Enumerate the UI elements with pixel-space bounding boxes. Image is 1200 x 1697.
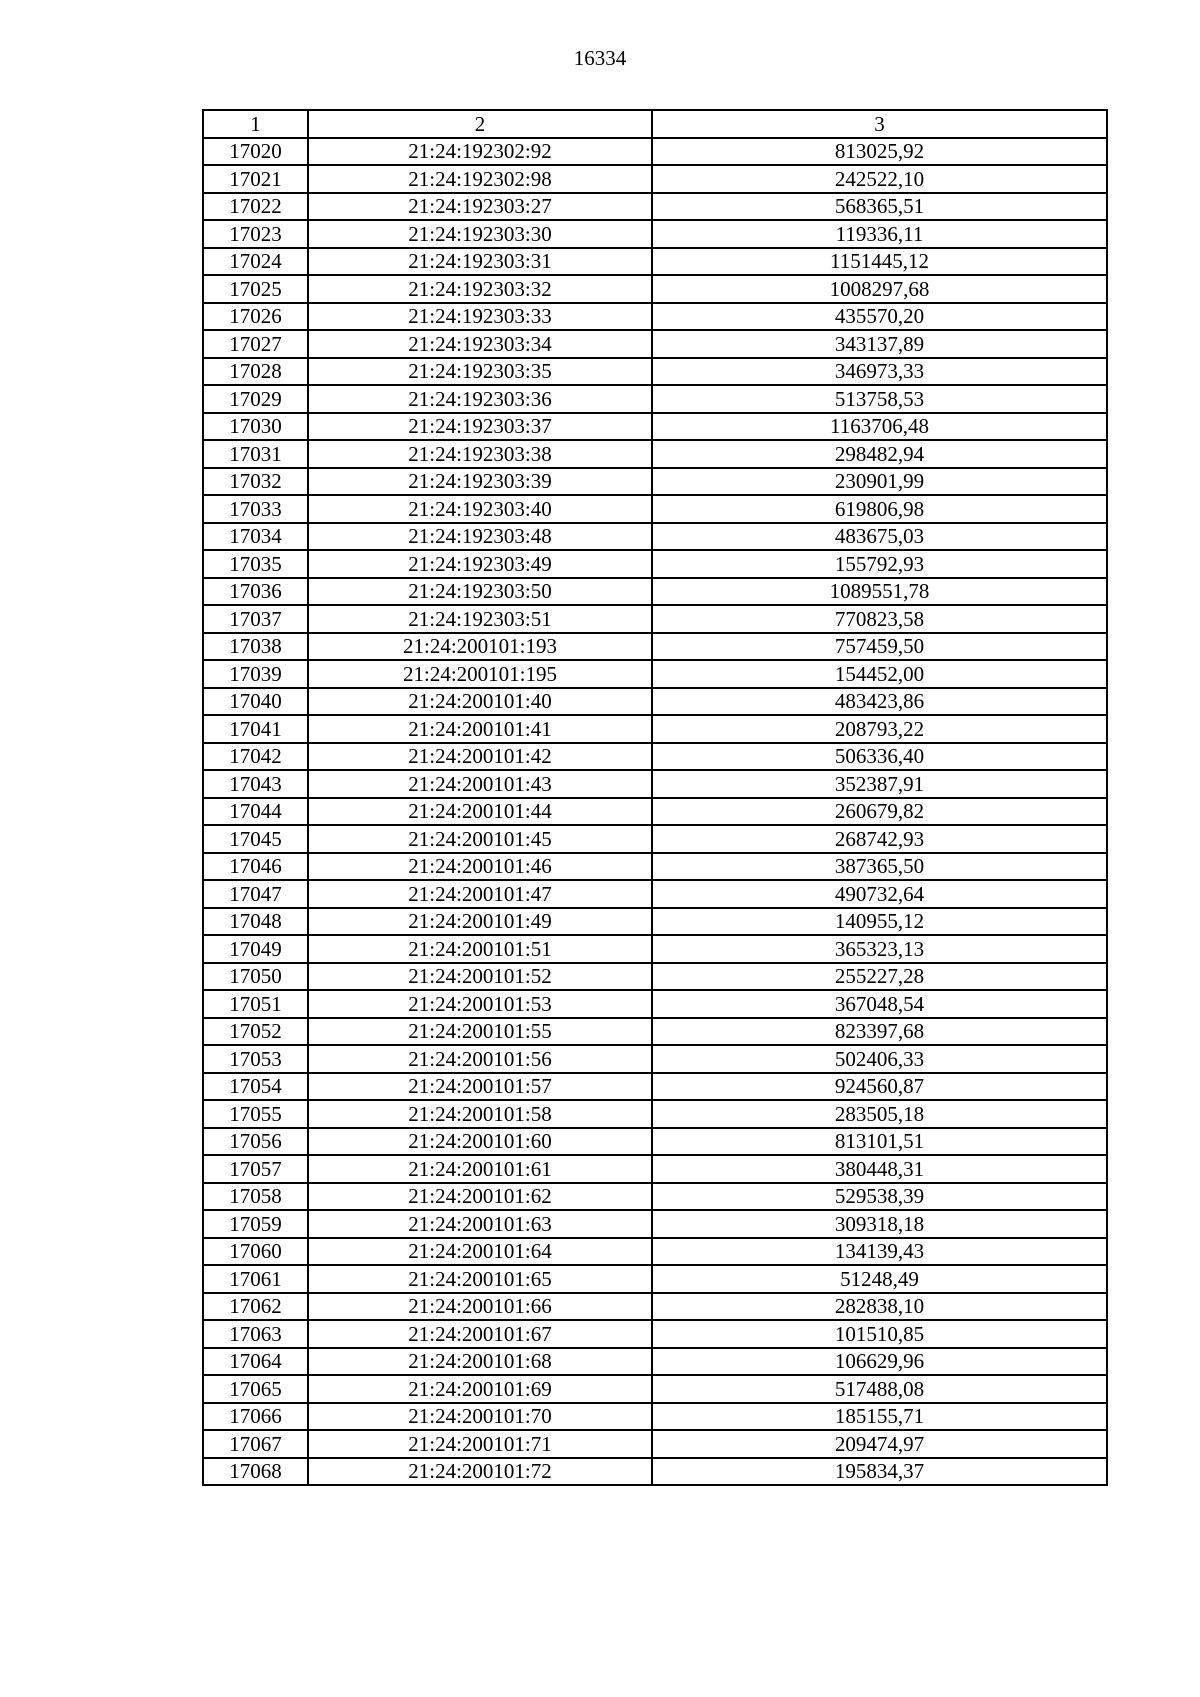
row-number-cell: 17046 <box>203 853 308 881</box>
value-cell: 380448,31 <box>652 1155 1107 1183</box>
table-row <box>203 1073 1107 1101</box>
cadastral-number-cell: 21:24:192302:98 <box>308 165 652 193</box>
cadastral-number-cell: 21:24:192303:30 <box>308 220 652 248</box>
table-row <box>203 1430 1107 1458</box>
row-number-cell: 17061 <box>203 1265 308 1293</box>
value-cell: 209474,97 <box>652 1430 1107 1458</box>
cadastral-number-cell: 21:24:200101:46 <box>308 853 652 881</box>
cadastral-number-cell: 21:24:200101:193 <box>308 633 652 661</box>
table-row <box>203 963 1107 991</box>
row-number-cell: 17040 <box>203 688 308 716</box>
row-number-cell: 17037 <box>203 605 308 633</box>
table-row <box>203 1183 1107 1211</box>
cadastral-number-cell: 21:24:200101:55 <box>308 1018 652 1046</box>
table-row <box>203 605 1107 633</box>
value-cell: 813101,51 <box>652 1128 1107 1156</box>
data-table <box>202 109 1108 1486</box>
row-number-cell: 17028 <box>203 358 308 386</box>
row-number-cell: 17031 <box>203 440 308 468</box>
row-number-cell: 17044 <box>203 798 308 826</box>
cadastral-number-cell: 21:24:192303:35 <box>308 358 652 386</box>
cadastral-number-cell: 21:24:200101:44 <box>308 798 652 826</box>
value-cell: 483423,86 <box>652 688 1107 716</box>
value-cell: 483675,03 <box>652 523 1107 551</box>
value-cell: 140955,12 <box>652 908 1107 936</box>
row-number-cell: 17038 <box>203 633 308 661</box>
table-row <box>203 193 1107 221</box>
table-header <box>203 110 1107 138</box>
table-row <box>203 1458 1107 1486</box>
table-row <box>203 1293 1107 1321</box>
cadastral-number-cell: 21:24:200101:51 <box>308 935 652 963</box>
table-row <box>203 358 1107 386</box>
value-cell: 282838,10 <box>652 1293 1107 1321</box>
row-number-cell: 17059 <box>203 1210 308 1238</box>
row-number-cell: 17064 <box>203 1348 308 1376</box>
header-cell-1: 1 <box>203 110 308 138</box>
row-number-cell: 17049 <box>203 935 308 963</box>
cadastral-number-cell: 21:24:192303:27 <box>308 193 652 221</box>
row-number-cell: 17043 <box>203 770 308 798</box>
cadastral-number-cell: 21:24:192303:38 <box>308 440 652 468</box>
value-cell: 283505,18 <box>652 1100 1107 1128</box>
cadastral-number-cell: 21:24:192303:33 <box>308 303 652 331</box>
table-row <box>203 770 1107 798</box>
row-number-cell: 17067 <box>203 1430 308 1458</box>
table-row <box>203 798 1107 826</box>
value-cell: 352387,91 <box>652 770 1107 798</box>
cadastral-number-cell: 21:24:192303:34 <box>308 330 652 358</box>
row-number-cell: 17022 <box>203 193 308 221</box>
table-row <box>203 550 1107 578</box>
value-cell: 155792,93 <box>652 550 1107 578</box>
value-cell: 134139,43 <box>652 1238 1107 1266</box>
table-row <box>203 825 1107 853</box>
row-number-cell: 17035 <box>203 550 308 578</box>
value-cell: 195834,37 <box>652 1458 1107 1486</box>
table-row <box>203 413 1107 441</box>
header-cell-2: 2 <box>308 110 652 138</box>
cadastral-number-cell: 21:24:200101:57 <box>308 1073 652 1101</box>
row-number-cell: 17063 <box>203 1320 308 1348</box>
table-row <box>203 440 1107 468</box>
table-row <box>203 1403 1107 1431</box>
value-cell: 309318,18 <box>652 1210 1107 1238</box>
table-row <box>203 303 1107 331</box>
cadastral-number-cell: 21:24:200101:64 <box>308 1238 652 1266</box>
value-cell: 101510,85 <box>652 1320 1107 1348</box>
value-cell: 346973,33 <box>652 358 1107 386</box>
value-cell: 513758,53 <box>652 385 1107 413</box>
value-cell: 185155,71 <box>652 1403 1107 1431</box>
row-number-cell: 17056 <box>203 1128 308 1156</box>
row-number-cell: 17068 <box>203 1458 308 1486</box>
table-row <box>203 523 1107 551</box>
value-cell: 242522,10 <box>652 165 1107 193</box>
table-row <box>203 935 1107 963</box>
cadastral-number-cell: 21:24:200101:42 <box>308 743 652 771</box>
row-number-cell: 17020 <box>203 138 308 166</box>
cadastral-number-cell: 21:24:200101:72 <box>308 1458 652 1486</box>
table-row <box>203 330 1107 358</box>
cadastral-number-cell: 21:24:200101:52 <box>308 963 652 991</box>
cadastral-number-cell: 21:24:200101:43 <box>308 770 652 798</box>
table-row <box>203 990 1107 1018</box>
table-row <box>203 1210 1107 1238</box>
row-number-cell: 17039 <box>203 660 308 688</box>
cadastral-number-cell: 21:24:200101:71 <box>308 1430 652 1458</box>
table-row <box>203 1045 1107 1073</box>
table-row <box>203 248 1107 276</box>
value-cell: 813025,92 <box>652 138 1107 166</box>
value-cell: 568365,51 <box>652 193 1107 221</box>
row-number-cell: 17058 <box>203 1183 308 1211</box>
row-number-cell: 17041 <box>203 715 308 743</box>
row-number-cell: 17042 <box>203 743 308 771</box>
table-row <box>203 1155 1107 1183</box>
row-number-cell: 17025 <box>203 275 308 303</box>
value-cell: 490732,64 <box>652 880 1107 908</box>
value-cell: 757459,50 <box>652 633 1107 661</box>
value-cell: 823397,68 <box>652 1018 1107 1046</box>
row-number-cell: 17050 <box>203 963 308 991</box>
value-cell: 502406,33 <box>652 1045 1107 1073</box>
cadastral-number-cell: 21:24:200101:53 <box>308 990 652 1018</box>
value-cell: 1089551,78 <box>652 578 1107 606</box>
cadastral-number-cell: 21:24:200101:63 <box>308 1210 652 1238</box>
table-row <box>203 220 1107 248</box>
cadastral-number-cell: 21:24:192303:48 <box>308 523 652 551</box>
row-number-cell: 17036 <box>203 578 308 606</box>
value-cell: 51248,49 <box>652 1265 1107 1293</box>
value-cell: 208793,22 <box>652 715 1107 743</box>
row-number-cell: 17060 <box>203 1238 308 1266</box>
value-cell: 268742,93 <box>652 825 1107 853</box>
table-row <box>203 1348 1107 1376</box>
table-row <box>203 633 1107 661</box>
row-number-cell: 17066 <box>203 1403 308 1431</box>
cadastral-number-cell: 21:24:192303:31 <box>308 248 652 276</box>
table-row <box>203 1238 1107 1266</box>
row-number-cell: 17054 <box>203 1073 308 1101</box>
row-number-cell: 17052 <box>203 1018 308 1046</box>
row-number-cell: 17032 <box>203 468 308 496</box>
row-number-cell: 17029 <box>203 385 308 413</box>
table-row <box>203 275 1107 303</box>
cadastral-number-cell: 21:24:200101:66 <box>308 1293 652 1321</box>
table-row <box>203 908 1107 936</box>
value-cell: 154452,00 <box>652 660 1107 688</box>
row-number-cell: 17027 <box>203 330 308 358</box>
value-cell: 230901,99 <box>652 468 1107 496</box>
cadastral-number-cell: 21:24:200101:41 <box>308 715 652 743</box>
row-number-cell: 17034 <box>203 523 308 551</box>
cadastral-number-cell: 21:24:200101:58 <box>308 1100 652 1128</box>
table-row <box>203 1128 1107 1156</box>
table-row <box>203 853 1107 881</box>
cadastral-number-cell: 21:24:200101:62 <box>308 1183 652 1211</box>
value-cell: 365323,13 <box>652 935 1107 963</box>
value-cell: 1163706,48 <box>652 413 1107 441</box>
table-row <box>203 880 1107 908</box>
cadastral-number-cell: 21:24:200101:45 <box>308 825 652 853</box>
cadastral-number-cell: 21:24:200101:69 <box>308 1375 652 1403</box>
value-cell: 367048,54 <box>652 990 1107 1018</box>
table-row <box>203 165 1107 193</box>
value-cell: 435570,20 <box>652 303 1107 331</box>
value-cell: 260679,82 <box>652 798 1107 826</box>
table-row <box>203 743 1107 771</box>
header-cell-3: 3 <box>652 110 1107 138</box>
table-row <box>203 578 1107 606</box>
cadastral-number-cell: 21:24:200101:68 <box>308 1348 652 1376</box>
cadastral-number-cell: 21:24:200101:40 <box>308 688 652 716</box>
value-cell: 1151445,12 <box>652 248 1107 276</box>
row-number-cell: 17024 <box>203 248 308 276</box>
table-row <box>203 468 1107 496</box>
row-number-cell: 17023 <box>203 220 308 248</box>
cadastral-number-cell: 21:24:200101:65 <box>308 1265 652 1293</box>
cadastral-number-cell: 21:24:200101:70 <box>308 1403 652 1431</box>
table-row <box>203 495 1107 523</box>
row-number-cell: 17033 <box>203 495 308 523</box>
cadastral-number-cell: 21:24:192303:36 <box>308 385 652 413</box>
cadastral-number-cell: 21:24:192303:40 <box>308 495 652 523</box>
row-number-cell: 17030 <box>203 413 308 441</box>
table-row <box>203 1265 1107 1293</box>
cadastral-number-cell: 21:24:200101:195 <box>308 660 652 688</box>
cadastral-number-cell: 21:24:200101:60 <box>308 1128 652 1156</box>
cadastral-number-cell: 21:24:200101:56 <box>308 1045 652 1073</box>
row-number-cell: 17021 <box>203 165 308 193</box>
value-cell: 517488,08 <box>652 1375 1107 1403</box>
page-number: 16334 <box>573 46 627 70</box>
cadastral-number-cell: 21:24:192303:51 <box>308 605 652 633</box>
table-row <box>203 385 1107 413</box>
cadastral-number-cell: 21:24:192303:37 <box>308 413 652 441</box>
cadastral-number-cell: 21:24:200101:67 <box>308 1320 652 1348</box>
cadastral-number-cell: 21:24:200101:47 <box>308 880 652 908</box>
value-cell: 619806,98 <box>652 495 1107 523</box>
table-row <box>203 138 1107 166</box>
row-number-cell: 17065 <box>203 1375 308 1403</box>
value-cell: 106629,96 <box>652 1348 1107 1376</box>
value-cell: 298482,94 <box>652 440 1107 468</box>
value-cell: 255227,28 <box>652 963 1107 991</box>
row-number-cell: 17053 <box>203 1045 308 1073</box>
header-row <box>203 110 1107 138</box>
cadastral-number-cell: 21:24:200101:61 <box>308 1155 652 1183</box>
row-number-cell: 17045 <box>203 825 308 853</box>
value-cell: 1008297,68 <box>652 275 1107 303</box>
row-number-cell: 17051 <box>203 990 308 1018</box>
row-number-cell: 17055 <box>203 1100 308 1128</box>
table-row <box>203 1375 1107 1403</box>
table-body <box>203 138 1107 1486</box>
row-number-cell: 17026 <box>203 303 308 331</box>
value-cell: 924560,87 <box>652 1073 1107 1101</box>
row-number-cell: 17062 <box>203 1293 308 1321</box>
table-row <box>203 688 1107 716</box>
value-cell: 119336,11 <box>652 220 1107 248</box>
cadastral-number-cell: 21:24:192302:92 <box>308 138 652 166</box>
cadastral-number-cell: 21:24:192303:49 <box>308 550 652 578</box>
table-row <box>203 1320 1107 1348</box>
cadastral-number-cell: 21:24:192303:32 <box>308 275 652 303</box>
value-cell: 387365,50 <box>652 853 1107 881</box>
value-cell: 506336,40 <box>652 743 1107 771</box>
cadastral-number-cell: 21:24:192303:39 <box>308 468 652 496</box>
row-number-cell: 17048 <box>203 908 308 936</box>
table-row <box>203 660 1107 688</box>
cadastral-number-cell: 21:24:192303:50 <box>308 578 652 606</box>
cadastral-number-cell: 21:24:200101:49 <box>308 908 652 936</box>
value-cell: 343137,89 <box>652 330 1107 358</box>
table-row <box>203 715 1107 743</box>
row-number-cell: 17057 <box>203 1155 308 1183</box>
table-row <box>203 1018 1107 1046</box>
table-row <box>203 1100 1107 1128</box>
row-number-cell: 17047 <box>203 880 308 908</box>
value-cell: 770823,58 <box>652 605 1107 633</box>
value-cell: 529538,39 <box>652 1183 1107 1211</box>
